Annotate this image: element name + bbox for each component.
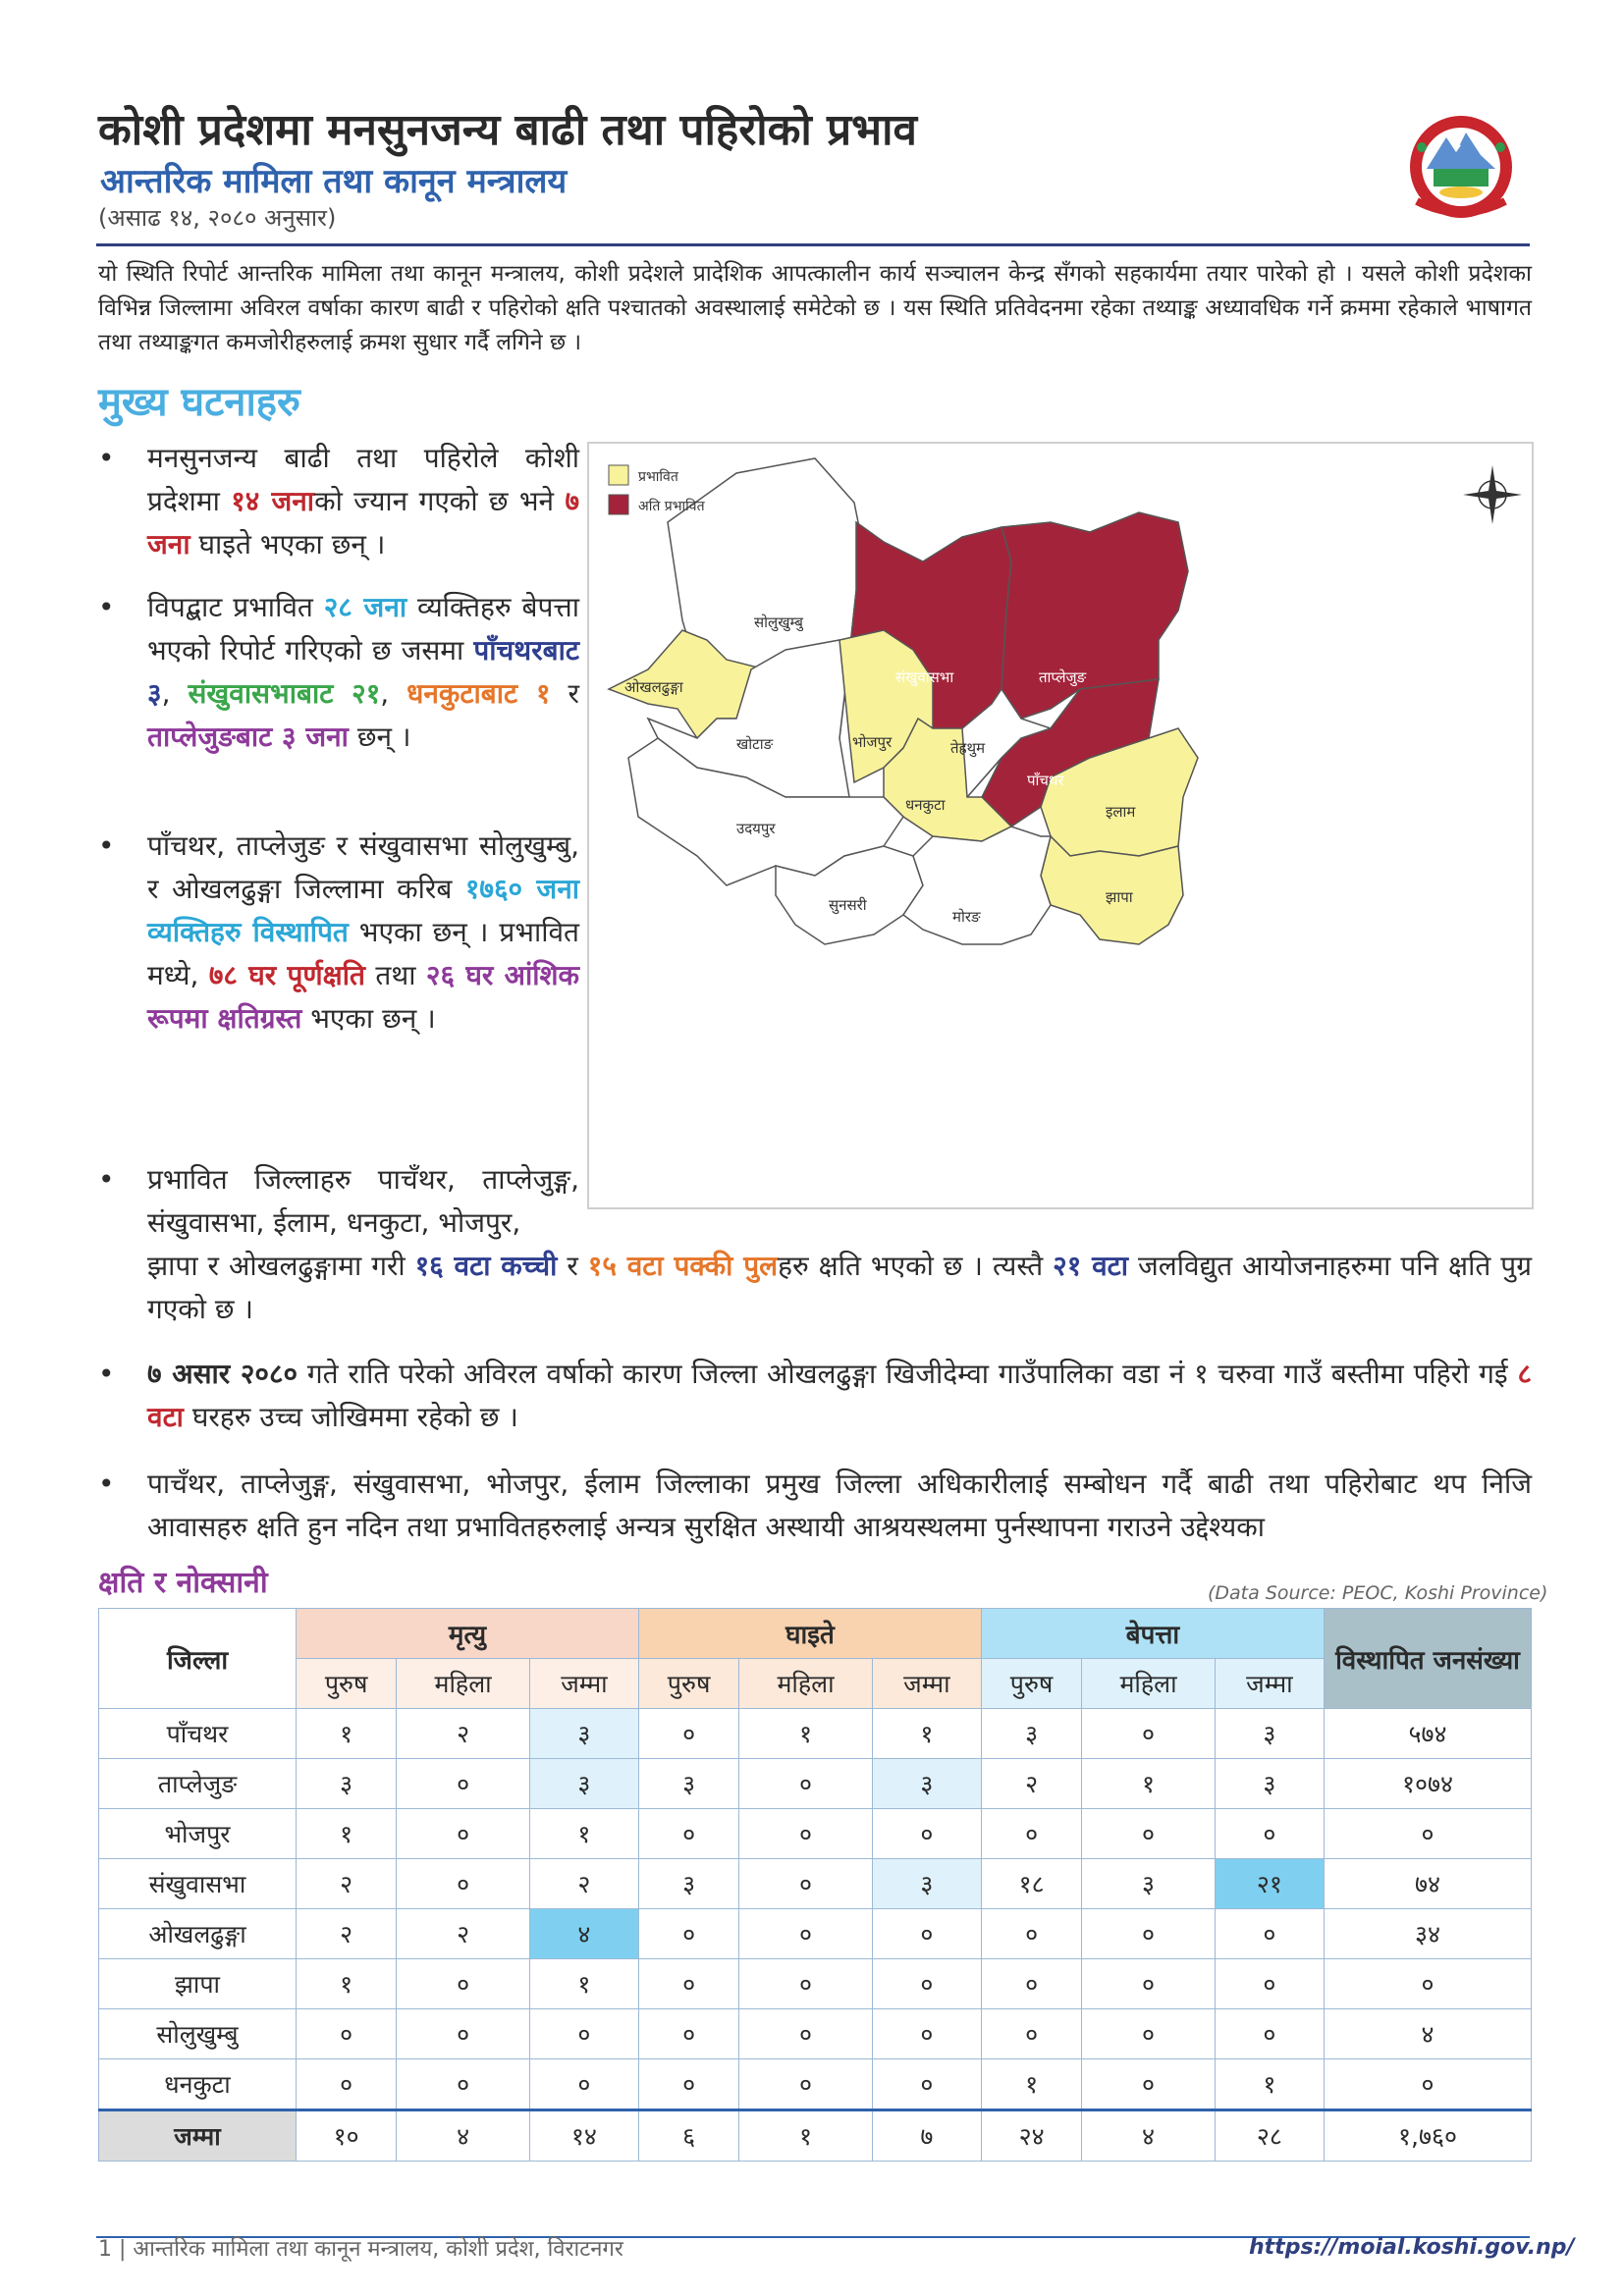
- footer-website-link[interactable]: https://moial.koshi.gov.np/: [1249, 2235, 1575, 2260]
- bullet-text-top: प्रभावित जिल्लाहरु पाचँथर, ताप्लेजुङ्ग, संखुवासभा, ईलाम, धनकुटा, भोजपुर,: [147, 1163, 579, 1239]
- total-cell: ४: [1082, 2110, 1216, 2162]
- houses-damaged: २६ घर आंशिक रूपमा क्षतिग्रस्त: [147, 959, 579, 1035]
- data-source-note: (Data Source: PEOC, Koshi Province): [1208, 1582, 1548, 1604]
- value-cell: ०: [981, 1959, 1081, 2009]
- value-cell: ०: [529, 2009, 638, 2059]
- subheader-total: जम्मा: [1215, 1659, 1324, 1709]
- text-run: झापा र ओखलढुङ्गामा गरी: [147, 1250, 415, 1282]
- subheader-total: जम्मा: [872, 1659, 981, 1709]
- map-label-ilam: इलाम: [1106, 803, 1136, 821]
- total-label: जम्मा: [99, 2110, 297, 2162]
- bullet-directive: [98, 1463, 1532, 1551]
- value-cell: ३: [1082, 1859, 1216, 1909]
- missing-taplejung: ताप्लेजुङबाट ३ जना: [147, 721, 349, 753]
- value-cell: २: [981, 1759, 1081, 1809]
- value-cell: ०: [872, 2059, 981, 2110]
- value-cell: ३: [529, 1709, 638, 1759]
- ministry-subtitle: आन्तरिक मामिला तथा कानून मन्त्रालय: [100, 162, 568, 201]
- page-title: कोशी प्रदेशमा मनसुनजन्य बाढी तथा पहिरोको प्रभाव: [98, 105, 917, 155]
- value-cell: ०: [1325, 1959, 1532, 2009]
- value-cell: ०: [297, 2059, 397, 2110]
- total-cell: ७: [872, 2110, 981, 2162]
- value-cell: ०: [872, 1809, 981, 1859]
- value-cell: १: [1215, 2059, 1324, 2110]
- legend-affected-swatch: [609, 465, 628, 485]
- value-cell: ०: [981, 2009, 1081, 2059]
- report-date: (असाढ १४, २०८० अनुसार): [98, 204, 337, 232]
- displaced-count: १७६० जना व्यक्तिहरु विस्थापित: [147, 873, 579, 948]
- value-cell: ०: [1082, 2009, 1216, 2059]
- value-cell: ५७४: [1325, 1709, 1532, 1759]
- value-cell: ०: [1215, 1909, 1324, 1959]
- value-cell: ०: [1325, 1809, 1532, 1859]
- value-cell: ०: [638, 1959, 738, 2009]
- district-name-cell: सोलुखुम्बु: [99, 2009, 297, 2059]
- value-cell: १: [981, 2059, 1081, 2110]
- value-cell: ०: [638, 2009, 738, 2059]
- subheader-female: महिला: [739, 1659, 873, 1709]
- value-cell: ०: [1082, 1959, 1216, 2009]
- value-cell: ७४: [1325, 1859, 1532, 1909]
- bullet-dot: •: [98, 1358, 115, 1390]
- legend-affected-label: प्रभावित: [638, 469, 678, 485]
- value-cell: ०: [1082, 1809, 1216, 1859]
- legend-severe-label: अति प्रभावित: [638, 499, 705, 514]
- map-label-morang: मोरङ: [952, 908, 981, 926]
- table-subheader-row: [99, 1659, 1532, 1709]
- value-cell: ०: [397, 1759, 530, 1809]
- text-run: घरहरु उच्च जोखिममा रहेको छ ।: [183, 1401, 518, 1433]
- bullet-missing: [98, 586, 579, 802]
- value-cell: ०: [739, 1959, 873, 2009]
- table-row: [99, 1859, 1532, 1909]
- value-cell: ३: [1215, 1759, 1324, 1809]
- text-run: को ज्यान गएको छ भने: [314, 485, 566, 517]
- map-label-udayapur: उदयपुर: [736, 820, 776, 837]
- district-name-cell: धनकुटा: [99, 2059, 297, 2110]
- bullet-dot: •: [98, 1468, 115, 1500]
- table-row: [99, 1959, 1532, 2009]
- subheader-male: पुरुष: [297, 1659, 397, 1709]
- table-body: [99, 1709, 1532, 2110]
- value-cell: २: [297, 1909, 397, 1959]
- table-header-row: [99, 1609, 1532, 1659]
- bullet-text-bottom: [147, 1245, 1532, 1331]
- subheader-total: जम्मा: [529, 1659, 638, 1709]
- text-run: व्यक्तिहरु बेपत्ता भएको रिपोर्ट गरिएको छ जसमा: [147, 591, 579, 667]
- value-cell: ०: [981, 1909, 1081, 1959]
- value-cell: १: [872, 1709, 981, 1759]
- bullet-dot: •: [98, 1163, 115, 1196]
- text-run: ,: [380, 677, 407, 710]
- map-label-panchthar: पाँचथर: [1027, 772, 1064, 789]
- value-cell: ०: [739, 1909, 873, 1959]
- value-cell: ०: [872, 1909, 981, 1959]
- value-cell: ०: [297, 2009, 397, 2059]
- total-cell: १०: [297, 2110, 397, 2162]
- value-cell: ०: [1325, 2059, 1532, 2110]
- value-cell: ०: [397, 2009, 530, 2059]
- value-cell: ०: [739, 1809, 873, 1859]
- value-cell: ४: [1325, 2009, 1532, 2059]
- subheader-male: पुरुष: [638, 1659, 738, 1709]
- text-run: र: [557, 1250, 588, 1282]
- value-cell: ०: [529, 2059, 638, 2110]
- value-cell: २: [397, 1709, 530, 1759]
- value-cell: ३: [1215, 1709, 1324, 1759]
- value-cell: ०: [981, 1809, 1081, 1859]
- district-name-cell: पाँचथर: [99, 1709, 297, 1759]
- text-run: र: [550, 677, 579, 710]
- legend-severe-swatch: [609, 495, 628, 514]
- map-district-morang: [903, 827, 1051, 944]
- map-label-jhapa: झापा: [1106, 888, 1133, 906]
- text-run: घाइते भएका छन् ।: [189, 528, 386, 561]
- total-cell: १,७६०: [1325, 2110, 1532, 2162]
- bullet-landslide: [98, 1353, 1532, 1441]
- value-cell: १: [297, 1959, 397, 2009]
- value-cell: ०: [1215, 2009, 1324, 2059]
- value-cell: १८: [981, 1859, 1081, 1909]
- bullet-dot: •: [98, 442, 115, 474]
- value-cell: ०: [1215, 1809, 1324, 1859]
- text-run: भएका छन् ।: [301, 1002, 436, 1035]
- missing-count: २८ जना: [323, 591, 407, 623]
- hydropower-count: २१ वटा: [1053, 1250, 1129, 1282]
- value-cell: ०: [397, 1959, 530, 2009]
- total-cell: ४: [397, 2110, 530, 2162]
- subheader-male: पुरुष: [981, 1659, 1081, 1709]
- header-district: जिल्ला: [99, 1609, 297, 1709]
- value-cell: ३: [981, 1709, 1081, 1759]
- text-run: गते राति परेको अविरल वर्षाको कारण जिल्ला ओखलढुङ्गा खिजीदेम्वा गाउँपालिका वडा नं १ चरुवा गाउँ बस्तीमा पहिरो गई: [298, 1358, 1518, 1390]
- map-label-terhathum: तेह्रथुम: [950, 739, 986, 757]
- table-row: [99, 1759, 1532, 1809]
- value-cell: ०: [638, 1709, 738, 1759]
- value-cell: ०: [1082, 1709, 1216, 1759]
- missing-panchthar: पाँचथरबाट ३: [147, 634, 579, 710]
- text-run: जलविद्युत आयोजनाहरुमा पनि क्षति पुग्र गएको छ ।: [147, 1250, 1532, 1325]
- missing-sankhuwasabha: संखुवासभाबाट २१: [188, 677, 381, 710]
- bullet-dot: •: [98, 829, 115, 862]
- value-cell: २१: [1215, 1859, 1324, 1909]
- houses-destroyed: ७८ घर पूर्णक्षति: [208, 959, 365, 991]
- bullet-text: [147, 1353, 1532, 1439]
- text-run: भएका छन् । प्रभावित मध्ये,: [147, 916, 579, 991]
- total-cell: २४: [981, 2110, 1081, 2162]
- value-cell: ४: [529, 1909, 638, 1959]
- value-cell: १: [529, 1959, 638, 2009]
- value-cell: ०: [872, 2009, 981, 2059]
- value-cell: ०: [872, 1959, 981, 2009]
- value-cell: ३: [872, 1759, 981, 1809]
- map-label-bhojpur: भोजपुर: [852, 733, 893, 751]
- value-cell: १: [529, 1809, 638, 1859]
- bullet-displaced: [98, 825, 579, 1139]
- value-cell: ०: [739, 1859, 873, 1909]
- value-cell: २: [529, 1859, 638, 1909]
- text-run: तथा: [364, 959, 426, 991]
- kacchi-bridges: १६ वटा कच्ची: [414, 1250, 558, 1282]
- value-cell: ०: [1215, 1959, 1324, 2009]
- value-cell: ०: [397, 2059, 530, 2110]
- injured-count: ७ जना: [147, 485, 580, 561]
- district-name-cell: ताप्लेजुङ: [99, 1759, 297, 1809]
- value-cell: ३४: [1325, 1909, 1532, 1959]
- value-cell: ०: [397, 1859, 530, 1909]
- text-run: विपद्बाट प्रभावित: [147, 591, 324, 623]
- value-cell: ०: [1082, 2059, 1216, 2110]
- map-label-solukhumbu: सोलुखुम्बु: [754, 614, 803, 631]
- text-run: ,: [161, 677, 189, 710]
- header-injury: घाइते: [638, 1609, 981, 1659]
- value-cell: २: [397, 1909, 530, 1959]
- table-row: [99, 1709, 1532, 1759]
- bullet-text: [147, 586, 579, 759]
- text-run: मनसुनजन्य बाढी तथा पहिरोले कोशी प्रदेशमा: [147, 442, 579, 517]
- value-cell: ०: [638, 1909, 738, 1959]
- table-title: क्षति र नोक्सानी: [98, 1566, 268, 1600]
- header-death: मृत्यु: [297, 1609, 639, 1659]
- compass-icon: [1463, 465, 1522, 524]
- bullet-text: [147, 437, 579, 566]
- value-cell: ०: [739, 1759, 873, 1809]
- intro-paragraph: यो स्थिति रिपोर्ट आन्तरिक मामिला तथा कानून मन्त्रालय, कोशी प्रदेशले प्रादेशिक आपत्कालीन कार्य सञ्चालन केन्द्र सँगको सहकार्यमा तयार पारेको हो । यसले कोशी प्रदेशका विभिन्न जिल्लामा अविरल वर्षाका कारण बाढी र पहिरोको क्षति पश्चातको अवस्थालाई समेटेको छ । यस स्थिति प्रतिवेदनमा रहेका तथ्याङ्क अध्यावधिक गर्ने क्रममा रहेकाले भाषागत तथा तथ्याङ्कगत कमजोरीहरुलाई क्रमश सुधार गर्दै लगिने छ ।: [98, 261, 1532, 355]
- total-cell: १४: [529, 2110, 638, 2162]
- value-cell: १: [297, 1809, 397, 1859]
- table-row: [99, 2009, 1532, 2059]
- value-cell: ०: [397, 1809, 530, 1859]
- value-cell: ३: [638, 1859, 738, 1909]
- district-map-svg: [589, 444, 1532, 1207]
- total-cell: ६: [638, 2110, 738, 2162]
- value-cell: १: [739, 1709, 873, 1759]
- value-cell: ०: [739, 2059, 873, 2110]
- footer-page-info: 1 | आन्तरिक मामिला तथा कानून मन्त्रालय, कोशी प्रदेश, विराटनगर: [98, 2237, 623, 2262]
- value-cell: १: [297, 1709, 397, 1759]
- map-label-dhankuta: धनकुटा: [905, 796, 946, 814]
- district-name-cell: संखुवासभा: [99, 1859, 297, 1909]
- houses-at-risk: ८ वटा: [147, 1358, 1532, 1433]
- map-label-taplejung: ताप्लेजुङ: [1039, 668, 1087, 686]
- text-run: पाँचथर, ताप्लेजुङ र संखुवासभा सोलुखुम्बु, र ओखलढुङ्गा जिल्लामा करिब: [147, 829, 579, 905]
- value-cell: ३: [297, 1759, 397, 1809]
- subheader-female: महिला: [1082, 1659, 1216, 1709]
- map-label-okhaldhunga: ओखलढुङ्गा: [624, 678, 683, 696]
- district-name-cell: ओखलढुङ्गा: [99, 1909, 297, 1959]
- value-cell: ०: [638, 2059, 738, 2110]
- event-date: ७ असार २०८०: [147, 1358, 298, 1390]
- bullet-dot: •: [98, 591, 115, 623]
- table-row: [99, 1809, 1532, 1859]
- bullet-text: पाचँथर, ताप्लेजुङ्ग, संखुवासभा, भोजपुर, ईलाम जिल्लाका प्रमुख जिल्ला अधिकारीलाई सम्बोधन गर्दै बाढी तथा पहिरोबाट थप निजि आवासहरु क्षति हुन नदिन तथा प्रभावितहरुलाई अन्यत्र सुरक्षित अस्थायी आश्रयस्थलमा पुर्नस्थापना गराउने उद्देश्यका: [147, 1468, 1532, 1543]
- loss-table: [98, 1608, 1532, 2162]
- pakki-bridges: १५ वटा पक्की पुल: [587, 1250, 779, 1282]
- table-total-row: [99, 2110, 1532, 2162]
- value-cell: ०: [638, 1809, 738, 1859]
- map-label-sunsari: सुनसरी: [829, 896, 867, 914]
- total-cell: २८: [1215, 2110, 1324, 2162]
- value-cell: १: [1082, 1759, 1216, 1809]
- header-displaced: विस्थापित जनसंख्या: [1325, 1609, 1532, 1709]
- map-label-sankhuwasabha: संखुवासभा: [895, 668, 954, 686]
- district-map: [587, 442, 1534, 1209]
- header-missing: बेपत्ता: [981, 1609, 1324, 1659]
- text-run: हरु क्षति भएको छ । त्यस्तै: [778, 1250, 1054, 1282]
- district-name-cell: भोजपुर: [99, 1809, 297, 1859]
- total-cell: १: [739, 2110, 873, 2162]
- bullet-deaths-injuries: [98, 437, 579, 564]
- district-name-cell: झापा: [99, 1959, 297, 2009]
- nepal-emblem-icon: [1402, 108, 1520, 226]
- map-label-khotang: खोटाङ: [736, 735, 774, 753]
- value-cell: २: [297, 1859, 397, 1909]
- value-cell: ३: [529, 1759, 638, 1809]
- table-row: [99, 1909, 1532, 1959]
- bullet-text: [147, 825, 579, 1041]
- value-cell: ३: [872, 1859, 981, 1909]
- deaths-count: १४ जना: [231, 485, 315, 517]
- value-cell: १०७४: [1325, 1759, 1532, 1809]
- subheader-female: महिला: [397, 1659, 530, 1709]
- table-row: [99, 2059, 1532, 2110]
- header-divider: [96, 243, 1530, 246]
- value-cell: ०: [1082, 1909, 1216, 1959]
- missing-dhankuta: धनकुटाबाट १: [406, 677, 551, 710]
- section-heading-key-events: मुख्य घटनाहरु: [98, 380, 300, 425]
- text-run: छन् ।: [348, 721, 411, 753]
- value-cell: ३: [638, 1759, 738, 1809]
- value-cell: ०: [739, 2009, 873, 2059]
